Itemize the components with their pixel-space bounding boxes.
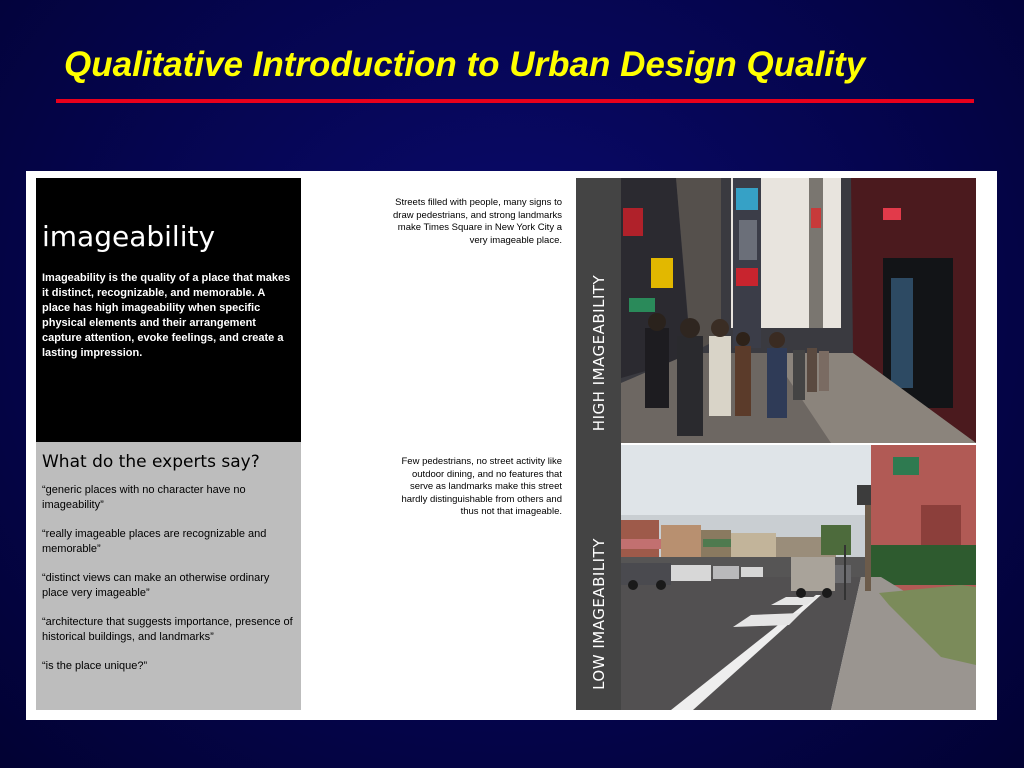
definition-heading: imageability — [42, 220, 216, 253]
definition-panel — [36, 178, 301, 442]
expert-quote: “generic places with no character have no imageability” — [42, 484, 246, 511]
expert-quote: “really imageable places are recognizable and memorable” — [42, 528, 267, 555]
expert-quote: “architecture that suggests importance, presence of historical buildings, and landmarks” — [42, 616, 293, 643]
caption-column — [301, 178, 576, 710]
title-rule — [56, 99, 974, 103]
suburban-street-photo — [621, 445, 976, 710]
times-square-photo — [621, 178, 976, 443]
definition-body: Imageability is the quality of a place that makes it distinct, recognizable, and memorable. A place has high imageability when specific physical elements and their arrangement capture attention, evoke feelings, and create a lasting impression. — [42, 272, 291, 359]
experts-panel — [36, 442, 301, 710]
imageability-figure — [26, 171, 997, 720]
high-imageability-label: HIGH IMAGEABILITY — [589, 274, 608, 432]
expert-quotes — [42, 483, 296, 689]
low-imageability-label: LOW IMAGEABILITY — [589, 538, 608, 690]
expert-quote: “is the place unique?” — [42, 660, 148, 672]
label-band — [576, 178, 621, 710]
slide-title: Qualitative Introduction to Urban Design Quality — [64, 45, 866, 84]
high-imageability-caption: Streets filled with people, many signs to draw pedestrians, and strong landmarks make Times Square in New York City a very imageable place. — [393, 197, 562, 246]
experts-heading: What do the experts say? — [42, 452, 260, 472]
low-imageability-caption: Few pedestrians, no street activity like outdoor dining, and no features that serve as landmarks make this street hardly distinguishable from others and thus not that imageable. — [401, 456, 562, 517]
expert-quote: “distinct views can make an otherwise ordinary place very imageable” — [42, 572, 270, 599]
